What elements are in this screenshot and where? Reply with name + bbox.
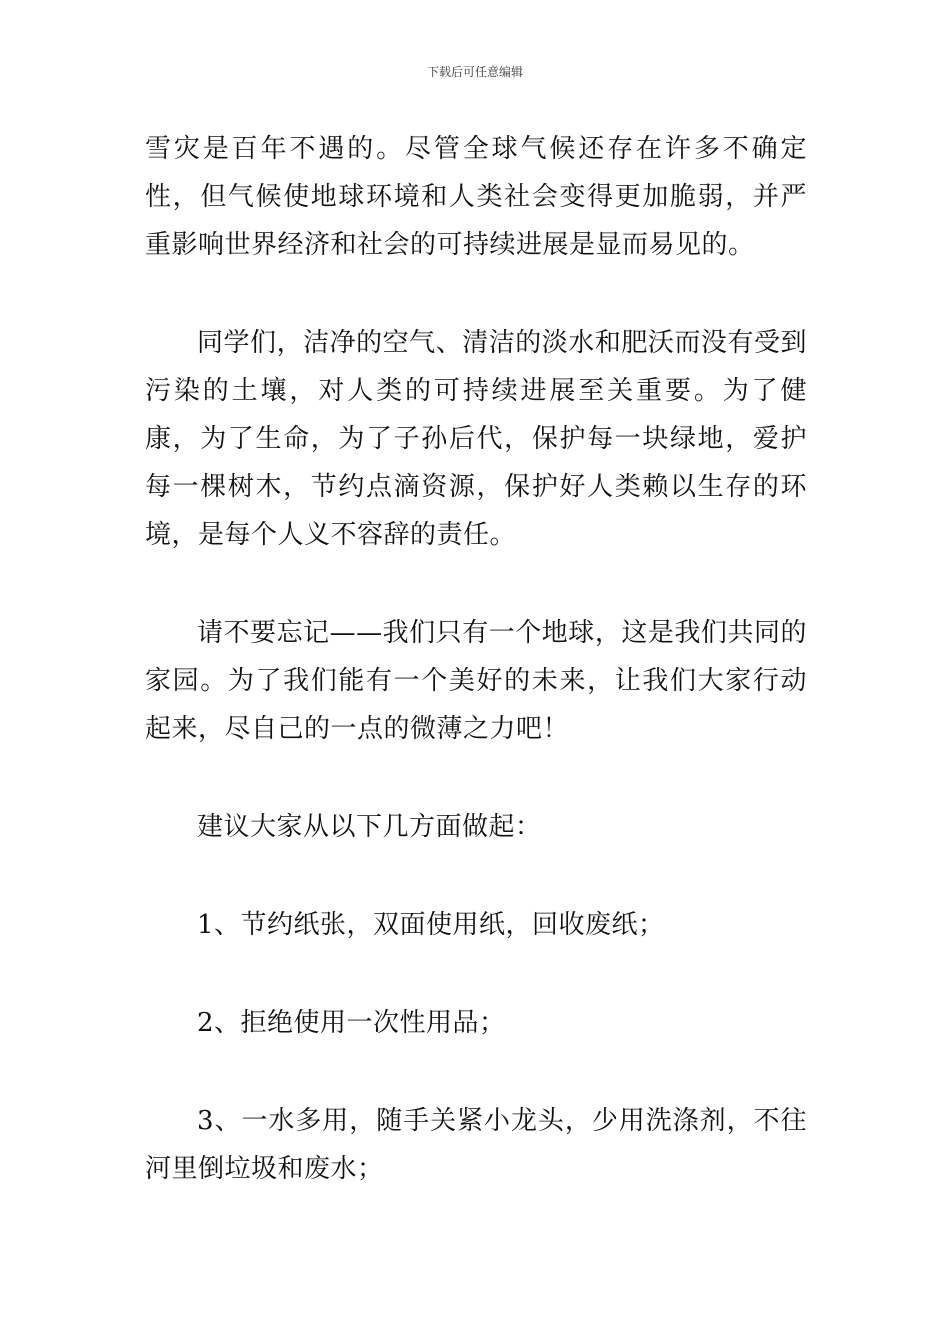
paragraph-suggestions-intro: 建议大家从以下几方面做起： xyxy=(197,812,542,842)
paragraph-snow-disaster: 雪灾是百年不遇的。尽管全球气候还存在许多不确定性，但气候使地球环境和人类社会变得更加脆弱，并严重影响世界经济和社会的可持续进展是显而易见的。 xyxy=(145,134,807,260)
list-item-save-water: 3、一水多用，随手关紧小龙头，少用洗涤剂，不往河里倒垃圾和废水； xyxy=(145,1106,807,1184)
document-body xyxy=(145,125,807,1193)
page-header-note: 下载后可任意编辑 xyxy=(426,65,523,79)
paragraph-one-earth: 请不要忘记——我们只有一个地球，这是我们共同的家园。为了我们能有一个美好的未来，让我们大家行动起来，尽自己的一点的微薄之力吧！ xyxy=(145,618,807,744)
paragraph-classmates: 同学们，洁净的空气、清洁的淡水和肥沃而没有受到污染的土壤，对人类的可持续进展至关重要。为了健康，为了生命，为了子孙后代，保护每一块绿地，爱护每一棵树木，节约点滴资源，保护好人类赖以生存的环境，是每个人义不容辞的责任。 xyxy=(145,328,807,550)
list-item-save-paper: 1、节约纸张，双面使用纸，回收废纸； xyxy=(197,910,665,940)
list-item-no-disposables: 2、拒绝使用一次性用品； xyxy=(197,1008,506,1038)
